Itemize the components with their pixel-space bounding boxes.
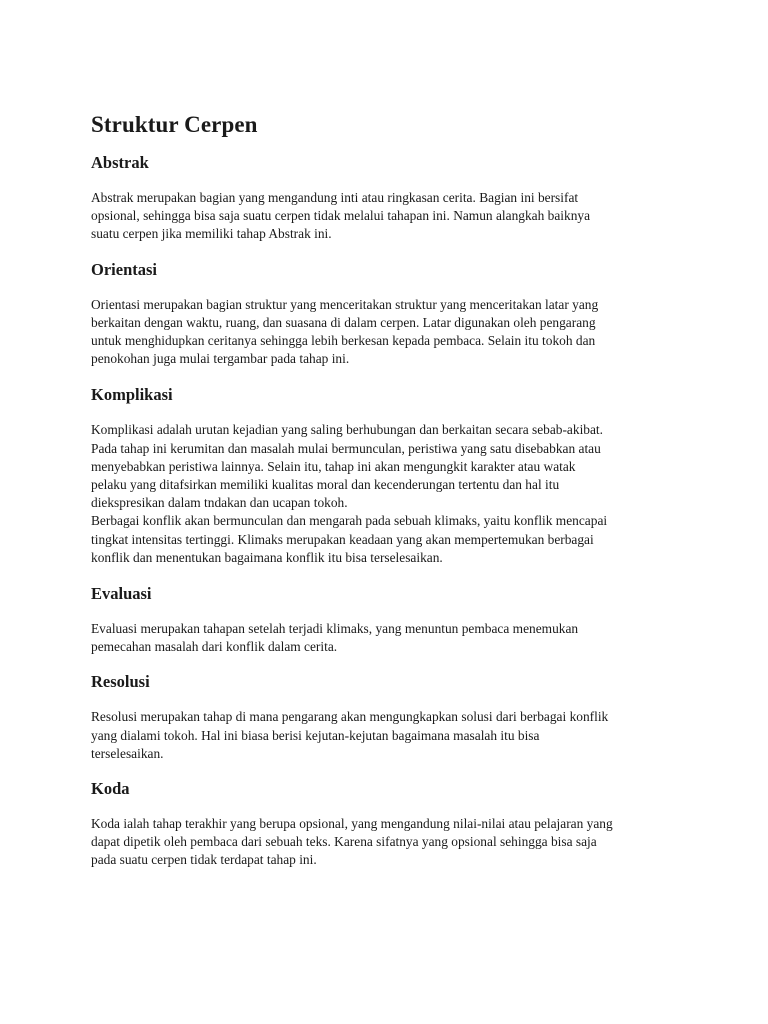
section-komplikasi xyxy=(91,384,691,567)
section-heading-evaluasi: Evaluasi xyxy=(91,584,152,604)
section-body-komplikasi: Komplikasi adalah urutan kejadian yang saling berhubungan dan berkaitan secara sebab-akibat. Pada tahap ini kerumitan dan masalah mulai bermunculan, peristiwa yang satu disebabkan atau menyebabkan peristiwa lainnya. Selain itu, tahap ini akan mengungkit karakter atau watak pelaku yang ditafsirkan memiliki kualitas moral dan kecenderungan tertentu dan hal itu diekspresikan dalam tndakan dan ucapan tokoh. Berbagai konflik akan bermunculan dan mengarah pada sebuah klimaks, yaitu konflik mencapai tingkat intensitas tertinggi. Klimaks merupakan keadaan yang akan mempertemukan berbagai konflik dan menentukan bagaimana konflik itu bisa terselesaikan. xyxy=(91,422,608,565)
section-orientasi xyxy=(91,259,691,369)
section-resolusi xyxy=(91,671,691,763)
section-body-orientasi: Orientasi merupakan bagian struktur yang menceritakan struktur yang menceritakan latar yang berkaitan dengan waktu, ruang, dan suasana di dalam cerpen. Latar digunakan oleh pengarang untuk menghidupkan ceritanya sehingga lebih berkesan kepada pembaca. Selain itu tokoh dan penokohan juga mulai tergambar pada tahap ini. xyxy=(91,296,599,367)
section-koda xyxy=(91,778,691,870)
section-heading-komplikasi: Komplikasi xyxy=(91,385,173,405)
section-heading-resolusi: Resolusi xyxy=(91,672,150,692)
section-evaluasi xyxy=(91,583,691,656)
section-body-resolusi: Resolusi merupakan tahap di mana pengarang akan mengungkapkan solusi dari berbagai konflik yang dialami tokoh. Hal ini biasa berisi kejutan-kejutan bagaimana masalah itu bisa terselesaikan. xyxy=(91,709,609,761)
section-body-koda: Koda ialah tahap terakhir yang berupa opsional, yang mengandung nilai-nilai atau pelajaran yang dapat dipetik oleh pembaca dari sebuah teks. Karena sifatnya yang opsional sehingga bisa saja pada suatu cerpen tidak terdapat tahap ini. xyxy=(91,816,613,868)
section-abstrak xyxy=(91,152,691,244)
section-body-evaluasi: Evaluasi merupakan tahapan setelah terjadi klimaks, yang menuntun pembaca menemukan pemecahan masalah dari konflik dalam cerita. xyxy=(91,621,579,655)
section-heading-koda: Koda xyxy=(91,779,130,799)
section-heading-abstrak: Abstrak xyxy=(91,153,149,172)
document-page xyxy=(91,111,691,870)
section-body-abstrak: Abstrak merupakan bagian yang mengandung inti atau ringkasan cerita. Bagian ini bersifat opsional, sehingga bisa saja suatu cerpen tidak melalui tahapan ini. Namun alangkah baiknya suatu cerpen jika memiliki tahap Abstrak ini. xyxy=(91,190,591,242)
document-title: Struktur Cerpen xyxy=(91,112,258,137)
section-heading-orientasi: Orientasi xyxy=(91,259,157,279)
